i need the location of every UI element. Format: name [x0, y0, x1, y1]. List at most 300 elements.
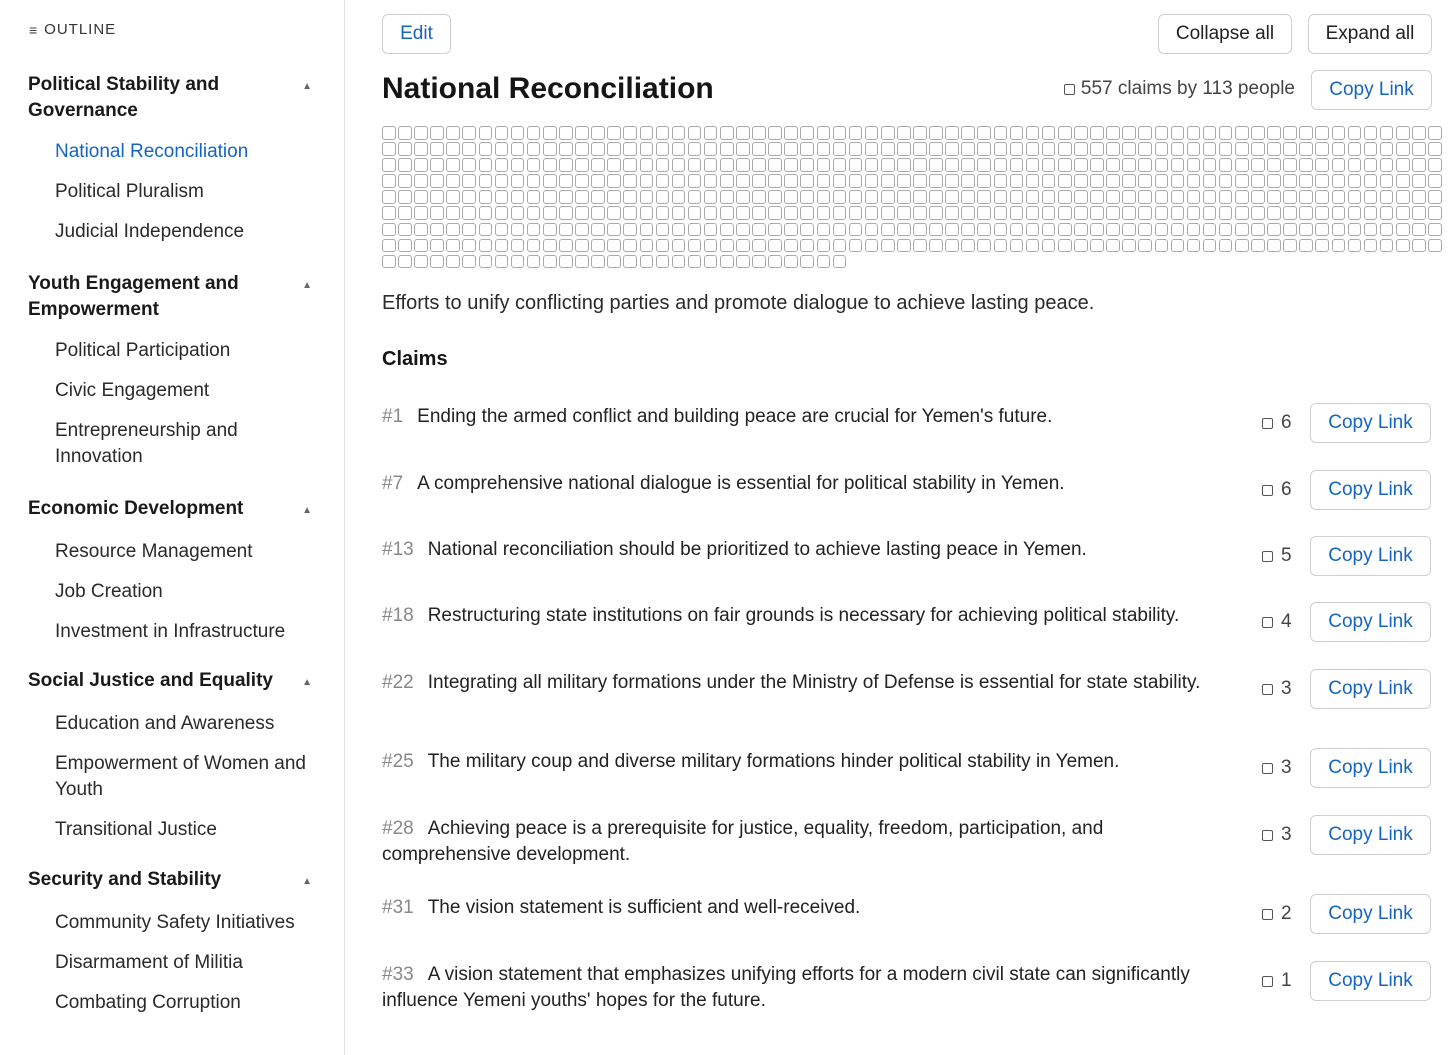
claim-square[interactable]: [479, 255, 493, 269]
claim-square[interactable]: [1155, 126, 1169, 140]
claim-square[interactable]: [591, 206, 605, 220]
claim-square[interactable]: [1026, 126, 1040, 140]
claim-square[interactable]: [607, 223, 621, 237]
claim-square[interactable]: [462, 239, 476, 253]
claim-square[interactable]: [849, 190, 863, 204]
claim-square[interactable]: [575, 158, 589, 172]
claim-square[interactable]: [1106, 174, 1120, 188]
claim-square[interactable]: [495, 174, 509, 188]
claim-square[interactable]: [1380, 239, 1394, 253]
claim-square[interactable]: [865, 206, 879, 220]
claim-square[interactable]: [833, 158, 847, 172]
claim-square[interactable]: [752, 239, 766, 253]
claim-square[interactable]: [623, 206, 637, 220]
claim-square[interactable]: [430, 158, 444, 172]
claim-square[interactable]: [736, 190, 750, 204]
claim-square[interactable]: [1171, 158, 1185, 172]
outline-item[interactable]: Judicial Independence: [55, 221, 245, 242]
copy-link-button[interactable]: Copy Link: [1310, 669, 1431, 709]
claim-square[interactable]: [1155, 158, 1169, 172]
claim-square[interactable]: [704, 239, 718, 253]
claim-square[interactable]: [1219, 158, 1233, 172]
claim-square[interactable]: [446, 174, 460, 188]
claim-square[interactable]: [446, 158, 460, 172]
claim-square[interactable]: [398, 158, 412, 172]
claim-square[interactable]: [1380, 158, 1394, 172]
claim-square[interactable]: [1364, 239, 1378, 253]
claim-square[interactable]: [913, 223, 927, 237]
claim-square[interactable]: [1219, 206, 1233, 220]
claim-square[interactable]: [1187, 223, 1201, 237]
claim-square[interactable]: [784, 190, 798, 204]
claim-square[interactable]: [945, 126, 959, 140]
claim-square[interactable]: [1396, 142, 1410, 156]
claim-square[interactable]: [1299, 239, 1313, 253]
claim-square[interactable]: [398, 174, 412, 188]
claim-square[interactable]: [1122, 190, 1136, 204]
claim-square[interactable]: [1332, 174, 1346, 188]
claim-square[interactable]: [527, 142, 541, 156]
claim-square[interactable]: [1348, 142, 1362, 156]
claim-square[interactable]: [849, 206, 863, 220]
claim-square[interactable]: [656, 126, 670, 140]
claim-square[interactable]: [382, 158, 396, 172]
claim-square[interactable]: [1235, 158, 1249, 172]
claim-square[interactable]: [768, 126, 782, 140]
claim-square[interactable]: [1299, 158, 1313, 172]
claim-square[interactable]: [929, 126, 943, 140]
claim-square[interactable]: [527, 239, 541, 253]
claim-square[interactable]: [1058, 223, 1072, 237]
claim-square[interactable]: [1042, 190, 1056, 204]
claim-square[interactable]: [1026, 239, 1040, 253]
claim-square[interactable]: [1010, 223, 1024, 237]
claim-square[interactable]: [945, 223, 959, 237]
claim-square[interactable]: [736, 223, 750, 237]
claim-square[interactable]: [543, 255, 557, 269]
claim-square[interactable]: [414, 206, 428, 220]
claim-square[interactable]: [1155, 142, 1169, 156]
claim-square[interactable]: [961, 206, 975, 220]
claim-square[interactable]: [1171, 142, 1185, 156]
claim-square[interactable]: [575, 206, 589, 220]
claim-square[interactable]: [720, 206, 734, 220]
claim-square[interactable]: [1203, 126, 1217, 140]
claim-square[interactable]: [1267, 239, 1281, 253]
claim-square[interactable]: [1203, 174, 1217, 188]
claim-square[interactable]: [961, 158, 975, 172]
claim-square[interactable]: [382, 223, 396, 237]
claim-square[interactable]: [1138, 174, 1152, 188]
claim-square[interactable]: [768, 158, 782, 172]
claim-square[interactable]: [462, 174, 476, 188]
claim-square[interactable]: [1026, 158, 1040, 172]
claim-square[interactable]: [623, 126, 637, 140]
claim-square[interactable]: [1187, 126, 1201, 140]
claim-square[interactable]: [382, 206, 396, 220]
claim-square[interactable]: [897, 174, 911, 188]
claim-square[interactable]: [929, 206, 943, 220]
claim-square[interactable]: [913, 190, 927, 204]
claim-square[interactable]: [704, 255, 718, 269]
claim-square[interactable]: [1026, 223, 1040, 237]
claim-square[interactable]: [591, 142, 605, 156]
claim-square[interactable]: [462, 158, 476, 172]
claim-square[interactable]: [430, 190, 444, 204]
claim-square[interactable]: [849, 239, 863, 253]
claim-square[interactable]: [623, 223, 637, 237]
claim-square[interactable]: [591, 174, 605, 188]
claim-square[interactable]: [1332, 239, 1346, 253]
claim-square[interactable]: [1122, 158, 1136, 172]
claim-square[interactable]: [527, 126, 541, 140]
claim-square[interactable]: [1267, 190, 1281, 204]
claim-square[interactable]: [398, 190, 412, 204]
outline-item[interactable]: Education and Awareness: [55, 713, 275, 734]
claim-number[interactable]: #18: [382, 605, 414, 626]
outline-section-header[interactable]: [28, 668, 318, 694]
claim-square[interactable]: [1332, 190, 1346, 204]
claim-square[interactable]: [784, 158, 798, 172]
claim-square[interactable]: [591, 223, 605, 237]
claim-square[interactable]: [559, 255, 573, 269]
claim-square[interactable]: [1428, 206, 1442, 220]
claim-square[interactable]: [1364, 223, 1378, 237]
claim-square[interactable]: [736, 126, 750, 140]
claim-square[interactable]: [1235, 239, 1249, 253]
claim-square[interactable]: [1187, 174, 1201, 188]
claim-square[interactable]: [382, 239, 396, 253]
claim-square[interactable]: [479, 126, 493, 140]
claim-square[interactable]: [736, 142, 750, 156]
claim-square[interactable]: [1412, 158, 1426, 172]
claim-square[interactable]: [897, 223, 911, 237]
claim-square[interactable]: [1026, 190, 1040, 204]
claim-square[interactable]: [833, 206, 847, 220]
claim-square[interactable]: [1219, 174, 1233, 188]
claim-square[interactable]: [1155, 190, 1169, 204]
claim-square[interactable]: [1364, 126, 1378, 140]
claim-square[interactable]: [382, 255, 396, 269]
claim-square[interactable]: [462, 190, 476, 204]
claim-square[interactable]: [1267, 223, 1281, 237]
claim-square[interactable]: [1428, 126, 1442, 140]
claim-square[interactable]: [1428, 158, 1442, 172]
claim-square[interactable]: [1283, 142, 1297, 156]
claim-square[interactable]: [656, 206, 670, 220]
claim-square[interactable]: [1396, 190, 1410, 204]
claim-square[interactable]: [1283, 174, 1297, 188]
claim-square[interactable]: [881, 142, 895, 156]
claim-square[interactable]: [559, 206, 573, 220]
claim-square[interactable]: [495, 158, 509, 172]
claim-square[interactable]: [961, 190, 975, 204]
claim-square[interactable]: [1219, 239, 1233, 253]
claim-square[interactable]: [430, 255, 444, 269]
claim-square[interactable]: [672, 126, 686, 140]
claim-square[interactable]: [768, 255, 782, 269]
claim-square[interactable]: [382, 126, 396, 140]
claim-square[interactable]: [784, 126, 798, 140]
claim-square[interactable]: [1380, 126, 1394, 140]
claim-square[interactable]: [1315, 239, 1329, 253]
claim-square[interactable]: [623, 255, 637, 269]
outline-item[interactable]: Political Participation: [55, 340, 231, 361]
copy-link-button[interactable]: Copy Link: [1310, 815, 1431, 855]
claim-square[interactable]: [1348, 174, 1362, 188]
claim-square[interactable]: [768, 223, 782, 237]
claim-square[interactable]: [1122, 239, 1136, 253]
claim-square[interactable]: [1122, 223, 1136, 237]
claim-square[interactable]: [623, 190, 637, 204]
claim-square[interactable]: [1106, 190, 1120, 204]
claim-square[interactable]: [527, 174, 541, 188]
claim-square[interactable]: [575, 174, 589, 188]
outline-item[interactable]: Empowerment of Women and Youth: [55, 753, 306, 800]
collapse-caret-icon[interactable]: ▲: [302, 81, 312, 92]
claim-square[interactable]: [1315, 142, 1329, 156]
claim-square[interactable]: [1251, 126, 1265, 140]
claim-square[interactable]: [817, 174, 831, 188]
claim-square[interactable]: [994, 206, 1008, 220]
claim-square[interactable]: [752, 142, 766, 156]
claim-square[interactable]: [1155, 174, 1169, 188]
claim-square[interactable]: [1090, 142, 1104, 156]
claim-square[interactable]: [607, 174, 621, 188]
claim-square[interactable]: [1138, 206, 1152, 220]
claim-square[interactable]: [704, 190, 718, 204]
claim-square[interactable]: [945, 239, 959, 253]
claim-square[interactable]: [398, 239, 412, 253]
claim-square[interactable]: [1235, 206, 1249, 220]
claim-square[interactable]: [1396, 174, 1410, 188]
claim-square[interactable]: [527, 255, 541, 269]
claim-square[interactable]: [929, 174, 943, 188]
claim-square[interactable]: [1219, 190, 1233, 204]
claim-square[interactable]: [1299, 206, 1313, 220]
claim-square[interactable]: [736, 206, 750, 220]
claim-square[interactable]: [1042, 126, 1056, 140]
claim-square[interactable]: [977, 174, 991, 188]
claim-square[interactable]: [1219, 223, 1233, 237]
claim-square[interactable]: [640, 255, 654, 269]
claim-square[interactable]: [1042, 174, 1056, 188]
claim-square[interactable]: [945, 174, 959, 188]
claim-square[interactable]: [511, 255, 525, 269]
claim-square[interactable]: [446, 206, 460, 220]
claim-square[interactable]: [1042, 142, 1056, 156]
claim-square[interactable]: [559, 126, 573, 140]
claim-square[interactable]: [1348, 223, 1362, 237]
claim-square[interactable]: [849, 223, 863, 237]
claim-square[interactable]: [623, 142, 637, 156]
claim-square[interactable]: [849, 126, 863, 140]
claim-square[interactable]: [977, 223, 991, 237]
claim-square[interactable]: [1074, 239, 1088, 253]
claim-square[interactable]: [640, 223, 654, 237]
claim-square[interactable]: [1138, 158, 1152, 172]
claim-square[interactable]: [446, 223, 460, 237]
claim-square[interactable]: [1187, 142, 1201, 156]
claim-square[interactable]: [640, 190, 654, 204]
claim-square[interactable]: [1106, 206, 1120, 220]
claim-square[interactable]: [768, 190, 782, 204]
claim-square[interactable]: [1235, 174, 1249, 188]
claim-square[interactable]: [800, 223, 814, 237]
claim-square[interactable]: [913, 239, 927, 253]
claim-square[interactable]: [800, 255, 814, 269]
claim-square[interactable]: [1074, 174, 1088, 188]
claim-square[interactable]: [623, 174, 637, 188]
claim-square[interactable]: [1380, 142, 1394, 156]
claim-square[interactable]: [640, 126, 654, 140]
claim-square[interactable]: [1396, 239, 1410, 253]
claim-square[interactable]: [945, 190, 959, 204]
claim-square[interactable]: [1171, 190, 1185, 204]
claim-square[interactable]: [929, 223, 943, 237]
claim-square[interactable]: [495, 223, 509, 237]
claim-square[interactable]: [897, 126, 911, 140]
claim-square[interactable]: [1026, 206, 1040, 220]
claim-square[interactable]: [1283, 223, 1297, 237]
claim-square[interactable]: [1267, 142, 1281, 156]
claim-square[interactable]: [543, 223, 557, 237]
claim-square[interactable]: [849, 142, 863, 156]
claim-square[interactable]: [1074, 190, 1088, 204]
claim-square[interactable]: [817, 190, 831, 204]
claim-square[interactable]: [1122, 126, 1136, 140]
claim-square[interactable]: [623, 158, 637, 172]
claim-square[interactable]: [865, 174, 879, 188]
claim-square[interactable]: [977, 142, 991, 156]
claim-square[interactable]: [430, 142, 444, 156]
claim-square[interactable]: [865, 223, 879, 237]
claim-square[interactable]: [1074, 126, 1088, 140]
claim-square[interactable]: [1299, 142, 1313, 156]
claim-square[interactable]: [511, 190, 525, 204]
claim-square[interactable]: [430, 126, 444, 140]
claim-square[interactable]: [1010, 126, 1024, 140]
claim-square[interactable]: [462, 126, 476, 140]
claim-square[interactable]: [977, 190, 991, 204]
claim-square[interactable]: [527, 206, 541, 220]
claim-square[interactable]: [704, 142, 718, 156]
outline-item-national-reconciliation[interactable]: National Reconciliation: [55, 141, 249, 162]
claim-square[interactable]: [640, 206, 654, 220]
claim-square[interactable]: [414, 223, 428, 237]
claim-square[interactable]: [527, 190, 541, 204]
claim-square[interactable]: [1299, 190, 1313, 204]
claim-square[interactable]: [784, 142, 798, 156]
copy-link-button[interactable]: Copy Link: [1311, 70, 1432, 110]
claim-square[interactable]: [382, 142, 396, 156]
claim-square[interactable]: [1138, 190, 1152, 204]
claim-square[interactable]: [1122, 142, 1136, 156]
claim-square[interactable]: [961, 239, 975, 253]
claim-square[interactable]: [704, 223, 718, 237]
claim-square[interactable]: [897, 158, 911, 172]
claim-square[interactable]: [1283, 158, 1297, 172]
claim-square[interactable]: [656, 142, 670, 156]
claim-square[interactable]: [1074, 206, 1088, 220]
claim-square[interactable]: [1283, 206, 1297, 220]
claim-square[interactable]: [575, 126, 589, 140]
claim-square[interactable]: [479, 206, 493, 220]
claim-square[interactable]: [495, 190, 509, 204]
claim-square[interactable]: [511, 206, 525, 220]
claim-square[interactable]: [736, 255, 750, 269]
claim-square[interactable]: [1074, 223, 1088, 237]
claim-square[interactable]: [1251, 239, 1265, 253]
claim-square[interactable]: [672, 255, 686, 269]
claim-square[interactable]: [479, 190, 493, 204]
claim-square[interactable]: [720, 142, 734, 156]
claim-square[interactable]: [881, 223, 895, 237]
claim-square[interactable]: [1348, 158, 1362, 172]
claim-square[interactable]: [1348, 126, 1362, 140]
claim-square[interactable]: [1251, 174, 1265, 188]
claim-square[interactable]: [1251, 142, 1265, 156]
claim-square[interactable]: [1155, 206, 1169, 220]
claim-square[interactable]: [1283, 239, 1297, 253]
claim-square[interactable]: [977, 158, 991, 172]
claim-square[interactable]: [656, 190, 670, 204]
claim-square[interactable]: [849, 158, 863, 172]
claim-square[interactable]: [817, 239, 831, 253]
outline-item[interactable]: Political Pluralism: [55, 181, 204, 202]
claim-square[interactable]: [640, 142, 654, 156]
claim-square[interactable]: [865, 142, 879, 156]
claim-square[interactable]: [462, 206, 476, 220]
claim-square[interactable]: [1332, 126, 1346, 140]
claim-square[interactable]: [591, 255, 605, 269]
claim-square[interactable]: [752, 223, 766, 237]
claim-square[interactable]: [688, 206, 702, 220]
claim-square[interactable]: [1380, 190, 1394, 204]
claim-square[interactable]: [1364, 174, 1378, 188]
outline-item[interactable]: Combating Corruption: [55, 992, 241, 1013]
claim-square[interactable]: [446, 142, 460, 156]
claim-square[interactable]: [1267, 126, 1281, 140]
claim-square[interactable]: [1203, 239, 1217, 253]
claim-square[interactable]: [1122, 174, 1136, 188]
claim-square[interactable]: [833, 174, 847, 188]
claim-square[interactable]: [1315, 158, 1329, 172]
claim-square[interactable]: [511, 142, 525, 156]
outline-item[interactable]: Resource Management: [55, 541, 253, 562]
claim-square[interactable]: [1106, 223, 1120, 237]
claim-square[interactable]: [720, 190, 734, 204]
claim-square[interactable]: [768, 142, 782, 156]
claim-square[interactable]: [688, 174, 702, 188]
claim-square[interactable]: [994, 223, 1008, 237]
outline-section-header[interactable]: [28, 867, 318, 893]
claim-square[interactable]: [1090, 174, 1104, 188]
claim-square[interactable]: [736, 239, 750, 253]
claim-square[interactable]: [672, 239, 686, 253]
claim-square[interactable]: [1396, 126, 1410, 140]
claim-square[interactable]: [1251, 158, 1265, 172]
claim-square[interactable]: [1187, 239, 1201, 253]
claim-square[interactable]: [543, 142, 557, 156]
claim-square[interactable]: [575, 255, 589, 269]
claim-square[interactable]: [672, 223, 686, 237]
outline-item[interactable]: Transitional Justice: [55, 819, 217, 840]
claim-square[interactable]: [1315, 174, 1329, 188]
claim-square[interactable]: [414, 255, 428, 269]
claim-square[interactable]: [414, 142, 428, 156]
claim-square[interactable]: [704, 126, 718, 140]
